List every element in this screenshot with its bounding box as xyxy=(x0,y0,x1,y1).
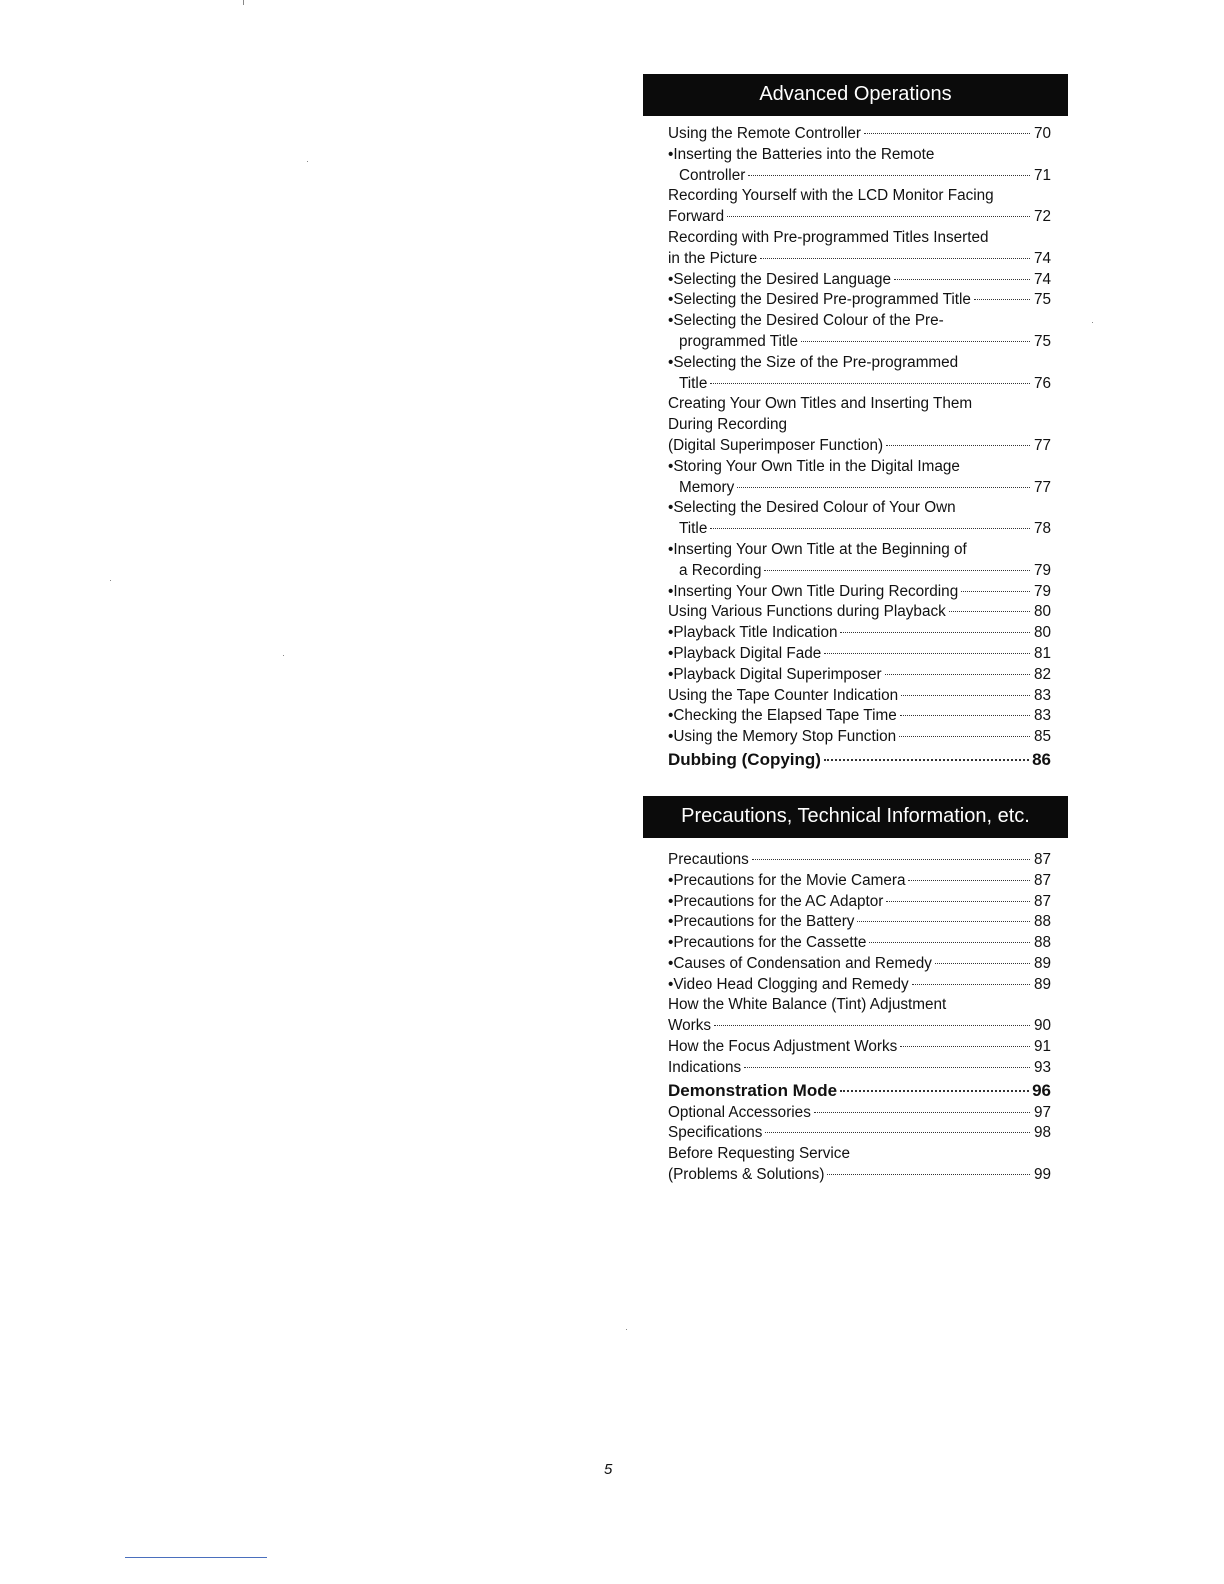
toc-entry-page: 83 xyxy=(1033,707,1051,725)
toc-entry[interactable] xyxy=(668,478,1051,499)
dot-leader xyxy=(801,341,1030,342)
toc-entry-page: 77 xyxy=(1033,478,1051,496)
table-of-contents xyxy=(643,74,1068,1186)
dot-leader xyxy=(714,1025,1030,1026)
dot-leader xyxy=(857,921,1030,922)
dot-leader xyxy=(900,1046,1030,1047)
toc-entry[interactable] xyxy=(668,912,1051,933)
dot-leader xyxy=(765,1132,1030,1133)
dot-leader xyxy=(727,216,1030,217)
toc-entry-page: 80 xyxy=(1033,624,1051,642)
toc-entry[interactable] xyxy=(668,706,1051,727)
toc-entry[interactable] xyxy=(668,871,1051,892)
toc-entry-text: •Playback Digital Fade xyxy=(668,644,822,662)
toc-entry-text: Precautions xyxy=(668,850,749,868)
toc-entry[interactable] xyxy=(668,124,1051,145)
toc-entry[interactable] xyxy=(668,665,1051,686)
dot-leader xyxy=(752,859,1030,860)
toc-entry-text: Title xyxy=(679,374,708,392)
toc-entry-line[interactable]: •Storing Your Own Title in the Digital Image xyxy=(668,457,960,475)
toc-entry-text: Using the Remote Controller xyxy=(668,125,861,142)
toc-entry-page: 85 xyxy=(1033,728,1051,746)
toc-entry[interactable] xyxy=(668,270,1051,291)
dot-leader xyxy=(840,632,1030,633)
toc-entry-page: 75 xyxy=(1033,291,1051,309)
toc-entry-page: 79 xyxy=(1033,561,1051,579)
toc-entry-page: 83 xyxy=(1033,686,1051,704)
toc-entry-text: Optional Accessories xyxy=(668,1103,811,1121)
toc-entry-text: Using the Tape Counter Indication xyxy=(668,686,899,704)
toc-entry-text: Demonstration Mode xyxy=(668,1080,838,1100)
dot-leader xyxy=(814,1112,1030,1113)
toc-entry-page: 90 xyxy=(1033,1017,1051,1035)
toc-entry-text: (Digital Superimposer Function) xyxy=(668,436,884,454)
dot-leader xyxy=(748,175,1030,176)
dot-leader xyxy=(885,674,1030,675)
toc-entry-text: Controller xyxy=(679,166,746,184)
toc-entry[interactable] xyxy=(668,1103,1051,1124)
toc-entry-text: Title xyxy=(679,520,708,538)
toc-entry-text: Memory xyxy=(679,478,735,496)
toc-entry-page: 74 xyxy=(1033,249,1051,267)
toc-entry-text: How the Focus Adjustment Works xyxy=(668,1038,898,1056)
toc-entry-page: 74 xyxy=(1033,270,1051,288)
toc-entry-page: 89 xyxy=(1033,975,1051,993)
toc-entry-line[interactable]: Creating Your Own Titles and Inserting Them xyxy=(668,395,973,413)
toc-entry-text: •Playback Title Indication xyxy=(668,624,838,642)
toc-entry[interactable] xyxy=(668,933,1051,954)
toc-entry-text: (Problems & Solutions) xyxy=(668,1166,825,1184)
toc-entry-page: 78 xyxy=(1033,520,1051,538)
toc-entry-line[interactable]: •Inserting Your Own Title at the Beginning of xyxy=(668,540,967,558)
toc-entry[interactable] xyxy=(668,975,1051,996)
toc-entry-text: •Inserting Your Own Title During Recording xyxy=(668,582,959,600)
toc-entry[interactable] xyxy=(668,374,1051,395)
toc-entry-line[interactable]: •Selecting the Desired Colour of the Pre- xyxy=(668,312,944,330)
toc-entry-text: in the Picture xyxy=(668,249,758,267)
toc-entry-text: a Recording xyxy=(679,561,762,579)
toc-entry-major[interactable] xyxy=(668,748,1051,772)
toc-entry-text: •Precautions for the Battery xyxy=(668,913,855,931)
toc-entry-page: 91 xyxy=(1033,1038,1051,1056)
dot-leader xyxy=(900,715,1030,716)
advanced-entries xyxy=(643,124,1068,772)
dot-leader xyxy=(908,880,1030,881)
toc-entry[interactable] xyxy=(668,249,1051,270)
section-header-precautions: Precautions, Technical Information, etc. xyxy=(643,796,1068,838)
toc-entry-page: 96 xyxy=(1032,1080,1051,1100)
dot-leader xyxy=(710,528,1030,529)
toc-entry[interactable] xyxy=(668,290,1051,311)
toc-entry[interactable] xyxy=(668,166,1051,187)
toc-entry-page: 99 xyxy=(1033,1166,1051,1184)
precautions-entries xyxy=(643,850,1068,1186)
toc-entry[interactable] xyxy=(668,561,1051,582)
toc-entry[interactable] xyxy=(668,207,1051,228)
toc-entry-text: Forward xyxy=(668,208,725,226)
scan-mark xyxy=(283,655,284,656)
page-number: 5 xyxy=(604,1461,613,1478)
toc-entry-text: •Selecting the Desired Language xyxy=(668,270,892,288)
toc-entry[interactable] xyxy=(668,1058,1051,1079)
toc-entry-major[interactable] xyxy=(668,1079,1051,1103)
toc-entry-text: Works xyxy=(668,1017,712,1035)
dot-leader xyxy=(886,901,1030,902)
scan-mark xyxy=(1092,322,1093,323)
toc-entry-page: 86 xyxy=(1032,749,1051,769)
toc-entry[interactable] xyxy=(668,602,1051,623)
toc-entry-page: 77 xyxy=(1033,436,1051,454)
scan-mark xyxy=(110,580,111,581)
dot-leader xyxy=(912,984,1030,985)
toc-entry-page: 70 xyxy=(1033,125,1051,142)
toc-entry[interactable] xyxy=(668,623,1051,644)
toc-entry-text: •Causes of Condensation and Remedy xyxy=(668,954,932,972)
toc-entry[interactable] xyxy=(668,644,1051,665)
toc-entry[interactable] xyxy=(668,582,1051,603)
toc-entry-text: •Selecting the Desired Pre-programmed Title xyxy=(668,291,971,309)
toc-entry-page: 79 xyxy=(1033,582,1051,600)
dot-leader xyxy=(961,591,1030,592)
toc-entry-line[interactable]: How the White Balance (Tint) Adjustment xyxy=(668,996,947,1014)
dot-leader xyxy=(949,611,1030,612)
toc-entry-text: Specifications xyxy=(668,1124,763,1142)
toc-entry[interactable] xyxy=(668,727,1051,748)
toc-entry[interactable] xyxy=(668,1123,1051,1144)
dot-leader xyxy=(974,299,1030,300)
dot-leader xyxy=(760,258,1030,259)
toc-entry-text: •Precautions for the AC Adaptor xyxy=(668,892,884,910)
bottom-rule xyxy=(125,1557,267,1558)
scan-mark xyxy=(243,0,244,5)
toc-entry-page: 71 xyxy=(1033,166,1051,184)
toc-entry-page: 87 xyxy=(1033,850,1051,868)
toc-entry-line[interactable]: During Recording xyxy=(668,416,788,434)
dot-leader xyxy=(840,1090,1029,1092)
toc-entry-text: •Playback Digital Superimposer xyxy=(668,665,882,683)
dot-leader xyxy=(737,487,1030,488)
dot-leader xyxy=(864,133,1030,134)
dot-leader xyxy=(827,1174,1030,1175)
toc-entry-text: •Precautions for the Movie Camera xyxy=(668,871,906,889)
toc-entry-page: 82 xyxy=(1033,665,1051,683)
dot-leader xyxy=(764,570,1030,571)
toc-entry-page: 72 xyxy=(1033,208,1051,226)
toc-entry-page: 89 xyxy=(1033,954,1051,972)
toc-entry[interactable] xyxy=(668,332,1051,353)
toc-entry-line[interactable]: •Selecting the Size of the Pre-programmed xyxy=(668,353,959,371)
toc-entry-page: 81 xyxy=(1033,644,1051,662)
scan-mark xyxy=(626,1329,627,1330)
toc-entry-text: Indications xyxy=(668,1058,742,1076)
toc-entry-text: •Video Head Clogging and Remedy xyxy=(668,975,909,993)
toc-entry[interactable] xyxy=(668,1016,1051,1037)
toc-entry-line[interactable]: Before Requesting Service xyxy=(668,1145,850,1163)
toc-entry-page: 87 xyxy=(1033,892,1051,910)
section-header-advanced-operations: Advanced Operations xyxy=(643,74,1068,116)
toc-entry-page: 97 xyxy=(1033,1103,1051,1121)
dot-leader xyxy=(744,1067,1030,1068)
dot-leader xyxy=(935,963,1030,964)
toc-entry-text: •Using the Memory Stop Function xyxy=(668,728,897,746)
dot-leader xyxy=(710,383,1030,384)
toc-entry[interactable] xyxy=(668,954,1051,975)
toc-entry-line[interactable]: •Selecting the Desired Colour of Your Own xyxy=(668,499,956,517)
dot-leader xyxy=(899,736,1030,737)
toc-entry[interactable] xyxy=(668,686,1051,707)
toc-entry-page: 88 xyxy=(1033,934,1051,952)
dot-leader xyxy=(824,653,1030,654)
toc-entry-text: Using Various Functions during Playback xyxy=(668,603,946,621)
toc-entry-text: •Precautions for the Cassette xyxy=(668,934,867,952)
toc-entry-text: programmed Title xyxy=(679,332,799,350)
toc-entry-line[interactable]: Recording with Pre-programmed Titles Inserted xyxy=(668,228,989,246)
toc-entry[interactable] xyxy=(668,1037,1051,1058)
toc-entry-page: 88 xyxy=(1033,913,1051,931)
toc-entry[interactable] xyxy=(668,519,1051,540)
toc-entry[interactable] xyxy=(668,850,1051,871)
toc-entry-text: •Checking the Elapsed Tape Time xyxy=(668,707,897,725)
toc-entry-text: Dubbing (Copying) xyxy=(668,749,821,769)
toc-entry-page: 87 xyxy=(1033,871,1051,889)
toc-entry-line[interactable]: Recording Yourself with the LCD Monitor Facing xyxy=(668,187,994,205)
toc-entry-page: 76 xyxy=(1033,374,1051,392)
dot-leader xyxy=(824,759,1029,761)
dot-leader xyxy=(901,695,1030,696)
scan-mark xyxy=(307,161,308,162)
toc-entry-page: 93 xyxy=(1033,1058,1051,1076)
dot-leader xyxy=(894,279,1030,280)
toc-entry-page: 80 xyxy=(1033,603,1051,621)
toc-entry-line[interactable]: •Inserting the Batteries into the Remote xyxy=(668,145,935,163)
toc-entry[interactable] xyxy=(668,436,1051,457)
dot-leader xyxy=(869,942,1030,943)
toc-entry-page: 75 xyxy=(1033,332,1051,350)
toc-entry[interactable] xyxy=(668,892,1051,913)
toc-entry[interactable] xyxy=(668,1165,1051,1186)
toc-entry-page: 98 xyxy=(1033,1124,1051,1142)
dot-leader xyxy=(886,445,1030,446)
